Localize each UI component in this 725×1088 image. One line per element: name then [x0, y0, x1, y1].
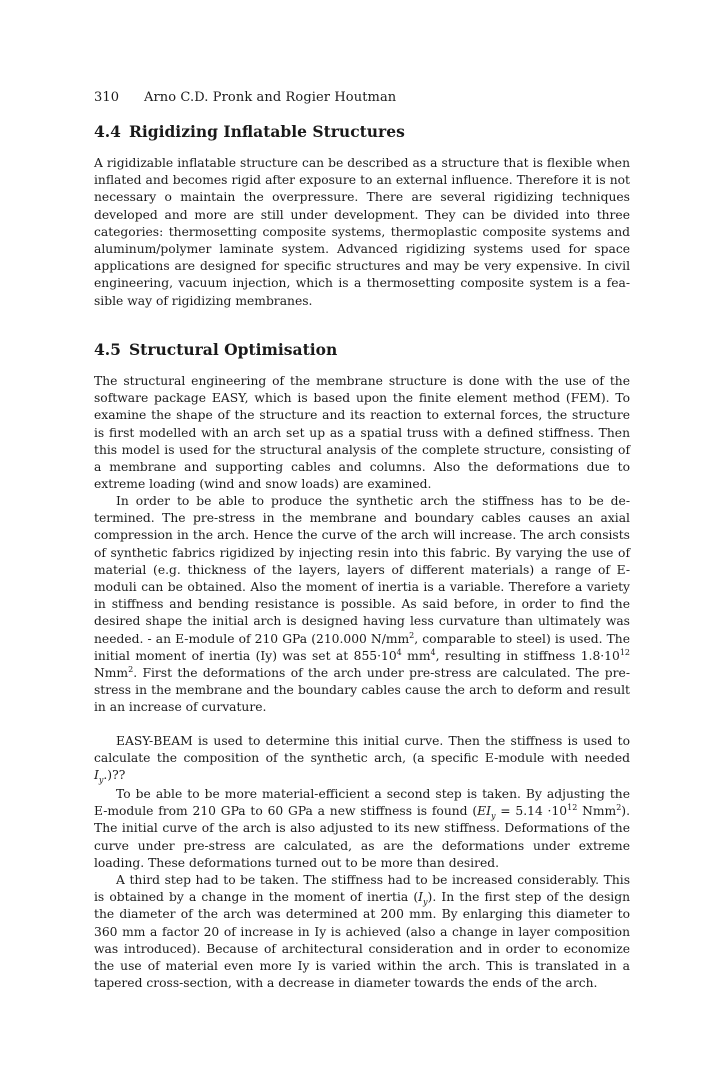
paragraph-4-5-4	[94, 786, 630, 872]
superscript: 2	[409, 630, 415, 640]
superscript: 4	[396, 647, 402, 657]
superscript: 2	[128, 664, 134, 674]
text-run: In order to be able to produce the synthetic arch the stiffness has to be determined. The pre-stress in the membrane and boundary cables causes an axial compression in the arch. Hence the curve of the arch will increase. The arch consists of synthetic fabrics rigidized by injecting resin into this fabric. By varying the use of material (e.g. thickness of the layers, layers of different materials) a range of E-moduli can be obtained. Also the moment of inertia is a variable. Therefore a variety in stiffness and bending resistance is possible. As said before, in order to find the desired shape the initial arch is designed having less curvature than ultimately was needed. - an E-module of 210 GPa (210.000 N/mm	[94, 494, 630, 646]
text-run: = 5.14 ·10	[495, 804, 568, 819]
superscript: 2	[616, 803, 622, 813]
section-number: 4.4	[94, 122, 121, 141]
running-head-authors: Arno C.D. Pronk and Rogier Houtman	[144, 90, 397, 105]
subscript: y	[490, 811, 496, 821]
text-run: ). The initial curve of the arch is also adjusted to its new stiffness. Deformations of the curve under pre-stress are calculated, as are the deformations under extreme loading. These deformations turned out to be more than desired.	[94, 804, 630, 870]
text-run: , comparable to steel) is used. The initial moment of inertia (Iy) was set at 855·10	[94, 631, 630, 663]
text-run: A third step had to be taken. The stiffness had to be increased considerably. This is obtained by a change in the moment of inertia (	[94, 873, 630, 905]
paragraph-4-5-5	[94, 872, 630, 992]
paragraph-4-4-1: A rigidizable inflatable structure can be described as a structure that is flexible when inflated and becomes rigid after exposure to an external influence. Therefore it is not necessary o maintain the overpressure. There are several rigidizing techniques developed and more are still under development. They can be divided into three categories: thermosetting composite systems, thermoplastic composite systems and aluminum/polymer laminate system. Advanced rigidizing systems used for space applications are designed for specific structures and may be very expensive. In civil engineering, vacuum injection, which is a thermosetting composite system is a feasible way of rigidizing membranes.	[94, 156, 630, 308]
superscript: 4	[430, 647, 436, 657]
math-variable: I	[94, 768, 99, 783]
section-title: Structural Optimisation	[128, 340, 338, 359]
text-run: EASY-BEAM is used to determine this initial curve. Then the stiffness is used to calculate the composition of the synthetic arch, (a specific E-module with needed	[94, 734, 630, 766]
text-run: mm	[401, 648, 431, 663]
text-run: Nmm	[94, 666, 129, 681]
text-run: ). In the first step of the design the diameter of the arch was determined at 200 mm. By enlarging this diameter to 360 mm a factor 20 of increase in Iy is achieved (also a change in layer composition was introduced). Because of architectural consideration and in order to economize the use of material even more Iy is varied within the arch. This is translated in a tapered cross-section, with a decrease in diameter towards the ends of the arch.	[94, 890, 631, 991]
running-head	[94, 90, 396, 105]
paragraph-4-5-3	[94, 733, 630, 785]
subscript: y	[423, 897, 428, 907]
section-heading-4-5	[94, 340, 337, 359]
text-run: To be able to be more material-efficient a second step is taken. By adjusting the E-module from 210 GPa to 60 GPa a new stiffness is found (	[94, 787, 630, 819]
superscript: 12	[619, 647, 631, 657]
text-run: .)??	[103, 768, 126, 783]
paragraph-4-5-2	[94, 493, 630, 717]
section-heading-4-4	[94, 122, 405, 141]
section-number: 4.5	[94, 340, 121, 359]
subscript: y	[98, 775, 104, 785]
math-variable: I	[418, 890, 424, 905]
text-run: Nmm	[577, 804, 617, 819]
text-run: . First the deformations of the arch under pre-stress are calculated. The pre-stress in the membrane and the boundary cables cause the arch to deform and result in an increase of curvature.	[94, 666, 630, 715]
superscript: 12	[567, 803, 578, 813]
text-run: , resulting in stiffness 1.8·10	[435, 648, 620, 663]
paragraph-4-5-1: The structural engineering of the membrane structure is done with the use of the software package EASY, which is based upon the finite element method (FEM). To examine the shape of the structure and its reaction to external forces, the structure is first modelled with an arch set up as a spatial truss with a defined stiffness. Then this model is used for the structural analysis of the complete structure, consisting of a membrane and supporting cables and columns. Also the deformations due to extreme loading (wind and snow loads) are examined.	[94, 374, 630, 492]
page-number: 310	[94, 90, 120, 105]
math-variable: EI	[477, 804, 491, 819]
section-title: Rigidizing Inflatable Structures	[128, 122, 405, 141]
